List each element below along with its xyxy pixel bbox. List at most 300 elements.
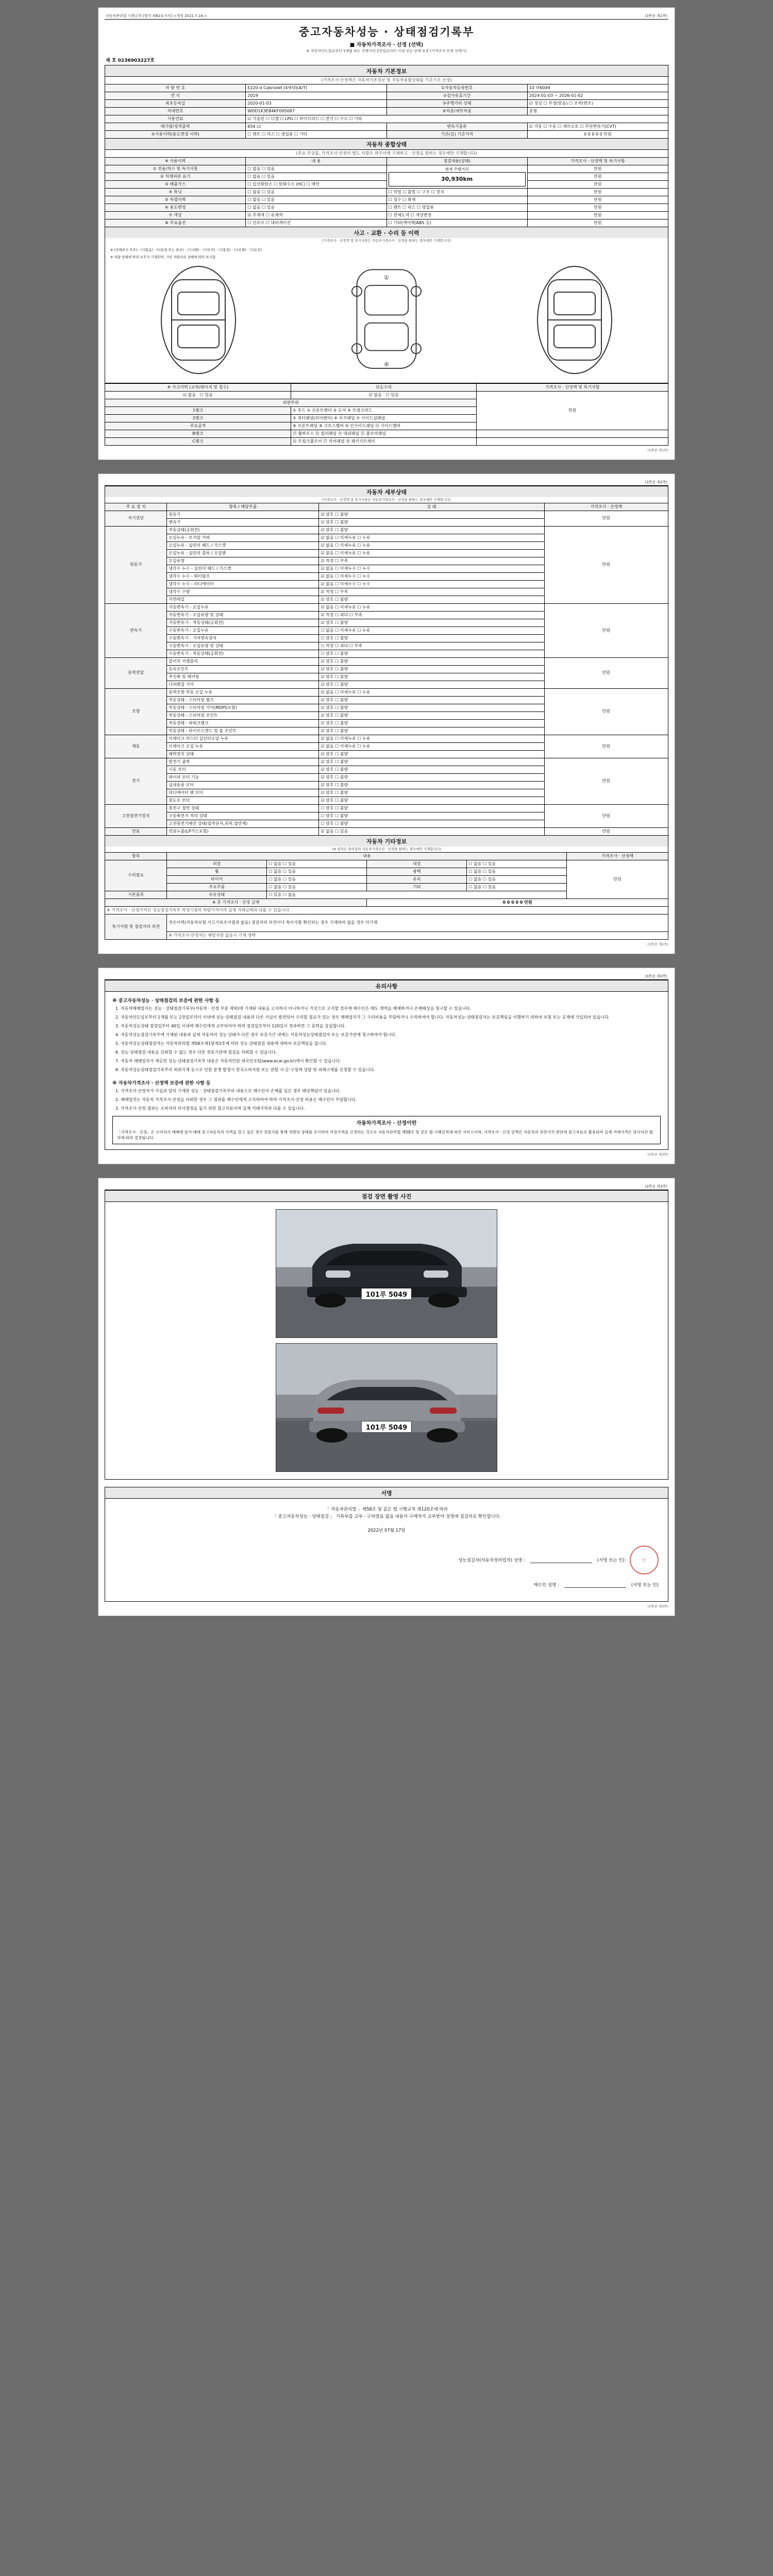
- basic-fuel-options[interactable]: ☑ 가솔린 ☐ 디젤 ☐ LPG ☐ 하이브리드 ☐ 전기 ☐ 수소 ☐ 기타: [246, 115, 668, 123]
- detail-state-2-2[interactable]: ☑ 양호 ☐ 불량: [319, 619, 544, 626]
- detail-part-3-0: 클러치 어셈블리: [167, 657, 319, 665]
- basic-label-1: 연 식: [105, 92, 246, 100]
- comp-mid-0[interactable]: ☐ 없음 ☐ 있음: [246, 165, 386, 173]
- detail-state-1-3[interactable]: ☑ 없음 ☐ 미세누유 ☐ 누유: [319, 549, 544, 557]
- inspector-label: 성능점검자(자동차정비업자) 성명 :: [458, 1558, 525, 1564]
- basic-value2-3: 중형: [527, 108, 668, 115]
- memo-label: 특기사항 및 점검자의 의견: [105, 914, 167, 939]
- table-row: [105, 735, 668, 742]
- detail-price-8: 만원: [544, 827, 668, 835]
- table-row: [105, 196, 668, 204]
- detail-price-5: 만원: [544, 735, 668, 758]
- detail-state-2-5[interactable]: ☐ 적정 ☐ 과다 ☐ 부족: [319, 642, 544, 650]
- comp-col-1: 내 용: [246, 158, 386, 165]
- page-indicator-3: (3쪽중 제3쪽): [645, 974, 667, 978]
- frame-items-0: ⑧ 프론트패널 ⑨ 크로스멤버 ⑩ 인사이드패널 ⑪ 사이드멤버: [291, 422, 477, 430]
- page-1-topline: [105, 13, 668, 20]
- page-4: [98, 1178, 675, 1616]
- rear-license-plate: 101루 5049: [361, 1421, 412, 1433]
- vehicle-rear-photo: [276, 1343, 497, 1472]
- detail-price-7: 만원: [544, 804, 668, 827]
- comp-price-5: 만원: [527, 204, 668, 212]
- detail-state-1-5[interactable]: ☑ 없음 ☐ 미세누수 ☐ 누수: [319, 565, 544, 572]
- detail-part-2-5: 수동변속기 - 오일유량 및 상태: [167, 642, 319, 650]
- detail-state-6-4[interactable]: ☑ 양호 ☐ 불량: [319, 789, 544, 796]
- car-rear-view-icon: [523, 261, 626, 380]
- detail-part-1-9: 커먼레일: [167, 596, 319, 603]
- detail-state-5-1[interactable]: ☑ 없음 ☐ 미세누유 ☐ 누유: [319, 742, 544, 750]
- vehicle-front-illustration: [276, 1210, 497, 1338]
- detail-state-4-1[interactable]: ☑ 양호 ☐ 불량: [319, 696, 544, 704]
- section-comprehensive-title: 자동차 종합상태: [105, 139, 668, 149]
- basic-label2-1: ②검사유효기간: [386, 92, 527, 100]
- detail-state-3-1[interactable]: ☑ 양호 ☐ 불량: [319, 665, 544, 673]
- detail-state-6-2[interactable]: ☑ 양호 ☐ 불량: [319, 773, 544, 781]
- comp-key-4: ⑤ 특별이력: [105, 196, 246, 204]
- detail-part-4-2: 작동상태 - 스티어링 기어(MDPS포함): [167, 704, 319, 711]
- comp-col-3: 가격조사 · 산정액 및 특기사항: [527, 158, 668, 165]
- others-note: (※ 항목은 용어정리 자동차가격조사 · 산정을 원하는 경우에만 기재합니다): [105, 846, 668, 852]
- comp-mid-2[interactable]: ☐ 일산화탄소 ☐ 탄화수소 (HC) ☐ 매연: [246, 181, 386, 189]
- comp-key-6: ⑦ 색상: [105, 212, 246, 219]
- detail-part-1-0: 작동상태(공회전): [167, 526, 319, 534]
- detail-state-2-3[interactable]: ☐ 없음 ☐ 미세누유 ☐ 누유: [319, 626, 544, 634]
- table-row: [105, 804, 668, 812]
- section-others-title: 자동차 기타정보: [105, 836, 668, 846]
- frame-price-1: [477, 430, 668, 437]
- others-right-value-2[interactable]: ☐ 없음 ☐ 있음: [467, 875, 567, 883]
- detail-part-3-2: 추진축 및 베어링: [167, 673, 319, 681]
- section-accident-title: 사고 · 교환 · 수리 등 이력: [105, 227, 668, 238]
- accident-price: 만원: [477, 391, 668, 430]
- table-row: [105, 906, 668, 914]
- detail-part-6-1: 시동 모터: [167, 766, 319, 773]
- table-row: [105, 437, 668, 445]
- detail-part-1-1: 오일누유 - 로커암 커버: [167, 534, 319, 541]
- comp-price-6: 만원: [527, 212, 668, 219]
- comp-right-3[interactable]: ☐ 적법 ☐ 불법 ☐ 구조 ☐ 장치: [386, 189, 527, 196]
- others-left-label-0: 외장: [167, 860, 267, 868]
- others-standard-value[interactable]: ☐ 있음 ☐ 없음: [267, 891, 567, 899]
- table-row: [105, 526, 668, 534]
- detail-group-5: 제동: [105, 735, 167, 758]
- detail-part-1-3: 오일누유 - 실린더 블록 / 오일팬: [167, 549, 319, 557]
- others-right-label-1: 광택: [367, 868, 467, 875]
- detail-state-1-9[interactable]: ☑ 양호 ☐ 불량: [319, 596, 544, 603]
- accident-sub-label-1: 단순수리: [291, 383, 477, 391]
- front-license-plate: 101루 5049: [361, 1288, 412, 1300]
- detail-state-7-2[interactable]: ☐ 양호 ☐ 불량: [319, 820, 544, 827]
- others-left-value-1[interactable]: ☐ 없음 ☐ 있음: [267, 868, 367, 875]
- table-row: [105, 430, 668, 437]
- inspector-seal-label: (서명 또는 인): [597, 1558, 625, 1564]
- detail-col-2: 상 태: [319, 503, 544, 511]
- detail-state-2-6[interactable]: ☐ 양호 ☐ 불량: [319, 650, 544, 657]
- frame-items-2: ⑯ 트렁크플로어 ⑰ 리어패널 ⑱ 패키지트레이: [291, 437, 477, 445]
- others-right-value-1[interactable]: ☐ 없음 ☐ 있음: [467, 868, 567, 875]
- page-1: [98, 7, 675, 460]
- detail-state-0-0[interactable]: ☑ 양호 ☐ 불량: [319, 511, 544, 518]
- table-header-row: [105, 503, 668, 511]
- detail-state-1-0[interactable]: ☑ 양호 ☐ 불량: [319, 526, 544, 534]
- detail-price-0: 만원: [544, 511, 668, 526]
- detail-state-6-5[interactable]: ☑ 양호 ☐ 불량: [319, 796, 544, 804]
- page-3-footer: (3쪽중 제3쪽): [647, 1153, 668, 1157]
- detail-part-4-1: 작동상태 - 스티어링 펌프: [167, 696, 319, 704]
- total-price-label: ※ 총 가격조사 · 산정 금액: [105, 899, 367, 906]
- table-row: [105, 827, 668, 835]
- detail-part-7-2: 고전원전기배선 상태(접촉단자,피복,절연체): [167, 820, 319, 827]
- detail-part-6-0: 발전기 출력: [167, 758, 319, 766]
- comprehensive-table: [105, 149, 668, 227]
- detail-price-6: 만원: [544, 758, 668, 804]
- detail-state-1-6[interactable]: ☑ 없음 ☐ 미세누수 ☐ 누수: [319, 572, 544, 580]
- basic-value-3: WDD1K3EB4KF095087: [246, 108, 386, 115]
- table-row: [105, 123, 668, 131]
- table-row: [105, 657, 668, 665]
- memo-value[interactable]: 전손이력(자동차보험 사고기록조사결과 없음) 점검자의 의견이나 특이사항 확인되는 경우 기재하며 없을 경우 미기재: [167, 914, 668, 931]
- detail-state-1-8[interactable]: ☑ 적정 ☐ 부족: [319, 588, 544, 596]
- detail-col-1: 항목 / 해당부품: [167, 503, 319, 511]
- detail-part-0-1: 변속기: [167, 518, 319, 526]
- buyer-seal-label: (서명 또는 인): [631, 1583, 659, 1588]
- basic-value-1: 2019: [246, 92, 386, 100]
- detail-part-7-0: 충전구 절연 상태: [167, 804, 319, 812]
- detail-part-2-0: 자동변속기 - 오일누유: [167, 603, 319, 611]
- detail-state-4-0[interactable]: ☑ 없음 ☐ 미세누유 ☐ 누유: [319, 688, 544, 696]
- detail-state-6-3[interactable]: ☑ 양호 ☐ 불량: [319, 781, 544, 789]
- detail-part-1-2: 오일누유 - 실린더 헤드 / 가스켓: [167, 541, 319, 549]
- list-item: 7. 자동차 매매업자가 제공한 성능·상태점검기록부 내용은 자동차민원 대국민포털(www.ecar.go.kr)에서 확인할 수 있습니다.: [121, 1058, 661, 1064]
- basic-transmission-options[interactable]: ☑ 자동 ☐ 수동 ☐ 세미오토 ☐ 무단변속기(CVT): [527, 123, 668, 131]
- total-price-value: 0 0 0 0 0 만원: [367, 899, 668, 906]
- detail-group-2: 변속기: [105, 603, 167, 657]
- detail-part-4-4: 작동상태 - 파워크랭크: [167, 719, 319, 727]
- mileage-cell: [386, 165, 527, 189]
- comp-mid-4[interactable]: ☐ 없음 ☐ 있음: [246, 196, 386, 204]
- list-item: 3. 자동차성능상태 점검일부터 40일 이내에 매수인에게 교부되어야 하며 점검일로부터 120일이 경과하면 그 효력을 상실합니다.: [121, 1023, 661, 1029]
- price-survey-box-title: 자동차가격조사 · 산정이란: [356, 1120, 417, 1126]
- comp-right-6[interactable]: ☐ 전체도색 ☐ 색상변경: [386, 212, 527, 219]
- section-detail-title: 자동차 세부상태: [105, 486, 668, 497]
- section-signature-title: 서명: [105, 1487, 668, 1499]
- page-subtitle-note: ※ 자동차인도일로부터 1개월 또는 주행거리 2천킬로미터 이내 성능·상태 보증 (가격조사·산정 선택시): [306, 49, 467, 53]
- table-row: [105, 860, 668, 868]
- inspector-signature-field[interactable]: [530, 1557, 592, 1563]
- comp-key-1: ② 차체외관 표기: [105, 173, 246, 181]
- buyer-label: 매수인 성명 :: [533, 1583, 559, 1588]
- detail-price-2: 만원: [544, 603, 668, 657]
- simple-repair-value[interactable]: ☑ 없음 ☐ 있음: [291, 391, 477, 399]
- stamp-icon: 인: [630, 1546, 659, 1574]
- detail-part-8-0: 연료누출(LP가스포함): [167, 827, 319, 835]
- car-top-view-icon: [327, 261, 446, 380]
- others-price: 만원: [567, 860, 668, 899]
- comp-mid-6[interactable]: ☑ 무채색 ☐ 유채색: [246, 212, 386, 219]
- table-row: [105, 511, 668, 518]
- basic-value-0: E220-d Cabriolet (4세대)(A/T): [246, 84, 386, 92]
- detail-state-3-2[interactable]: ☑ 양호 ☐ 불량: [319, 673, 544, 681]
- car-diagram-row: [108, 261, 665, 380]
- detail-part-3-3: 디퍼렌셜 기어: [167, 681, 319, 688]
- accident-history-value[interactable]: ☑ 없음 ☐ 있음: [105, 391, 291, 399]
- list-item: 2. 매매업자는 자동차 가격조사·산정을 의뢰한 경우 그 결과를 매수인에게 고지하여야 하며 가격조사·산정 비용은 매수인이 부담합니다.: [121, 1097, 661, 1103]
- table-row: [105, 391, 668, 399]
- detail-state-2-0[interactable]: ☑ 없음 ☐ 미세누유 ☐ 누유: [319, 603, 544, 611]
- detail-state-5-2[interactable]: ☑ 양호 ☐ 불량: [319, 750, 544, 758]
- detail-state-4-3[interactable]: ☑ 양호 ☐ 불량: [319, 711, 544, 719]
- detail-state-6-1[interactable]: ☑ 양호 ☐ 불량: [319, 766, 544, 773]
- detail-col-0: 주 요 장 치: [105, 503, 167, 511]
- frame-rank-1: B랭크: [105, 430, 291, 437]
- page-1-footer: (3쪽중 제1쪽): [647, 448, 668, 452]
- accident-note: (가격조사 · 산정액 및 특기사항은 자동차가격조사 · 산정을 원하는 경우에만 기재합니다): [105, 238, 668, 244]
- others-left-value-2[interactable]: ☐ 없음 ☐ 있음: [267, 875, 367, 883]
- others-left-label-3: 주요부품: [167, 883, 267, 891]
- detail-part-6-4: 라디에이터 팬 모터: [167, 789, 319, 796]
- comp-mid-7[interactable]: ☐ 선루프 ☐ 내비게이션: [246, 219, 386, 227]
- comp-price-0: 만원: [527, 165, 668, 173]
- detail-part-2-4: 수동변속기 - 기어변속장치: [167, 634, 319, 642]
- basic-label2-0: ①자동차등록번호: [386, 84, 527, 92]
- mileage-label: 현재 주행거리: [445, 167, 469, 172]
- basic-value2-2: ☑ 정상 ☐ 부정(맞음) ☐ 조작(변조): [527, 100, 668, 108]
- basic-label2-5: 변속기종류: [386, 123, 527, 131]
- table-row: [105, 100, 668, 108]
- comp-col-0: ※ 사용이력: [105, 158, 246, 165]
- table-row: [105, 131, 668, 139]
- section-photos-title: 점검 장면 촬영 사진: [105, 1190, 668, 1202]
- table-row: [105, 84, 668, 92]
- table-row: [105, 931, 668, 939]
- comp-price-1: 만원: [527, 173, 668, 181]
- others-right-label-0: 내장: [367, 860, 467, 868]
- basic-label-0: 차 량 번 호: [105, 84, 246, 92]
- detail-state-3-3[interactable]: ☑ 양호 ☐ 불량: [319, 681, 544, 688]
- detail-state-6-0[interactable]: ☑ 양호 ☐ 불량: [319, 758, 544, 766]
- list-item: 1. 가격조사·산정자가 사실과 달리 기재한 성능 · 상태점검기록부의 내용으로 매수인이 손해를 입은 경우 배상책임이 있습니다.: [121, 1088, 661, 1094]
- detail-state-0-1[interactable]: ☑ 양호 ☐ 불량: [319, 518, 544, 526]
- price-survey-definition-box: [112, 1116, 661, 1145]
- buyer-signature-field[interactable]: [564, 1582, 626, 1588]
- others-key-repair: 수리필요: [105, 860, 167, 891]
- detail-part-2-2: 자동변속기 - 작동상태(공회전): [167, 619, 319, 626]
- page-4-footer: (3쪽중 제3쪽): [647, 1604, 668, 1609]
- table-row: [105, 899, 668, 906]
- table-row: [105, 758, 668, 766]
- others-left-value-3[interactable]: ☐ 없음 ☐ 있음: [267, 883, 367, 891]
- basic-base-price: 0 0 0 0 0 만원: [527, 131, 668, 139]
- damage-diagram: [105, 244, 668, 383]
- detail-state-1-1[interactable]: ☑ 없음 ☐ 미세누유 ☐ 누유: [319, 534, 544, 541]
- list-item: 4. 자동차성능점검기록부에 기재된 내용과 실제 자동차의 성능·상태가 다른 경우 보증기간 내에는 자동차성능상태점검자 또는 보증기관에 청구하여야 합니다.: [121, 1032, 661, 1038]
- diagram-legend-2: ※ 차량 상태에 따라 부호가 기재되며, 기타 차량자료 상태에 따라 표시함: [110, 255, 215, 259]
- basic-label2-2: ③주행거리 상태: [386, 100, 527, 108]
- accident-history-table: [105, 383, 668, 446]
- others-col-2: 가격조사 · 산정액: [567, 852, 668, 860]
- page-indicator-1: (3쪽중 제1쪽): [645, 14, 667, 18]
- comp-price-2: 만원: [527, 181, 668, 189]
- detail-part-4-5: 작동상태 - 타이로드엔드 및 볼 조인트: [167, 727, 319, 735]
- comp-mid-5[interactable]: ☐ 없음 ☐ 있음: [246, 204, 386, 212]
- table-row: [105, 914, 668, 931]
- others-col-0: 항목: [105, 852, 167, 860]
- basic-label-5: 배기량/정격출력: [105, 123, 246, 131]
- list-item: 6. 성능·상태점검 내용을 신뢰할 수 없는 경우 다른 전문기관에 점검을 의뢰할 수 있습니다.: [121, 1049, 661, 1056]
- table-row: [105, 115, 668, 123]
- parts-section-title: 외판부위: [105, 399, 477, 406]
- detail-state-3-0[interactable]: ☑ 양호 ☐ 불량: [319, 657, 544, 665]
- others-right-label-3: 기타: [367, 883, 467, 891]
- detail-part-5-2: 배력장치 상태: [167, 750, 319, 758]
- detail-part-2-1: 자동변속기 - 오일유량 및 상태: [167, 611, 319, 619]
- accident-sub-label-2: 가격조사 · 산정액 및 특기사항: [477, 383, 668, 391]
- table-row: [105, 688, 668, 696]
- detail-part-6-2: 와이퍼 모터 기능: [167, 773, 319, 781]
- detail-part-1-4: 오일유량: [167, 557, 319, 565]
- document-number: [106, 57, 668, 63]
- detail-part-6-5: 윈도우 모터: [167, 796, 319, 804]
- basic-label-2: 최초등록일: [105, 100, 246, 108]
- detail-price-3: 만원: [544, 657, 668, 688]
- others-left-label-1: 휠: [167, 868, 267, 875]
- basic-section-note: (가격조사·산정액은 자동차기본정보 및 자동차종합상태를 기준으로 산정): [105, 77, 668, 84]
- vehicle-front-photo: [276, 1209, 497, 1338]
- detail-state-4-4[interactable]: ☑ 양호 ☐ 불량: [319, 719, 544, 727]
- parts-rank-0: 1랭크: [105, 406, 291, 414]
- accident-sub-label-0: ※ 사고이력 (교차/레이저 및 침수): [105, 383, 291, 391]
- basic-usage-options[interactable]: ☐ 렌트 ☐ 리스 ☐ 영업용 ☐ 기타: [246, 131, 386, 139]
- section-notes-title: 유의사항: [105, 980, 668, 992]
- table-header-row: [105, 158, 668, 165]
- page-indicator-2: (3쪽중 제2쪽): [645, 480, 667, 484]
- table-row: [105, 92, 668, 100]
- document-number-label: 제: [106, 58, 110, 63]
- detail-state-2-4[interactable]: ☐ 양호 ☐ 불량: [319, 634, 544, 642]
- detail-group-7: 고전원전기장치: [105, 804, 167, 827]
- detail-state-4-2[interactable]: ☑ 양호 ☐ 불량: [319, 704, 544, 711]
- basic-info-table: [105, 76, 668, 139]
- detail-part-2-6: 수동변속기 - 작동상태(공회전): [167, 650, 319, 657]
- notes-head-1: ※ 중고자동차성능 · 상태점검의 보증에 관한 사항 등: [112, 998, 220, 1004]
- table-row: [105, 204, 668, 212]
- others-right-value-3[interactable]: ☐ 없음 ☐ 있음: [467, 883, 567, 891]
- section-basic-title: 자동차 기본정보: [105, 65, 668, 76]
- list-item: 5. 자동차성능상태점검자는 자동차관리법 제58조제1항제3호에 따라 성능·상태점검 내용에 대하여 보증책임을 집니다.: [121, 1041, 661, 1047]
- table-row: [105, 150, 668, 158]
- basic-label-3: 차대번호: [105, 108, 246, 115]
- page-3: [98, 968, 675, 1165]
- detail-state-4-5[interactable]: ☑ 양호 ☐ 불량: [319, 727, 544, 735]
- detail-price-4: 만원: [544, 688, 668, 735]
- memo-note: ※ 가격조사·산정자는 해당사항 없음시 기재 생략: [167, 931, 668, 939]
- detail-part-4-3: 작동상태 - 스티어링 조인트: [167, 711, 319, 719]
- others-standard-label: 기본품목: [105, 891, 167, 899]
- comp-right-5[interactable]: ☐ 렌트 ☐ 리스 ☐ 영업용: [386, 204, 527, 212]
- basic-value2-1: 2024-01-03 ~ 2026-01-02: [527, 92, 668, 100]
- signature-line-1: 「 자동차관리법 」제58조 및 같은 법 시행규칙 제120조에 따라: [325, 1507, 448, 1512]
- detail-part-4-0: 동력조향 작동 오일 누유: [167, 688, 319, 696]
- page-4-topline: [105, 1183, 668, 1190]
- basic-value-2: 2020-01-03: [246, 100, 386, 108]
- detail-state-7-1[interactable]: ☐ 양호 ☐ 불량: [319, 812, 544, 820]
- photo-gallery: [105, 1202, 668, 1479]
- page-2: [98, 473, 675, 954]
- comp-right-7[interactable]: ☐ 기타(에어백/ABS 등): [386, 219, 527, 227]
- notes-list-2: [112, 1088, 661, 1112]
- mileage-value: 30,930km: [389, 172, 526, 187]
- table-row: [105, 189, 668, 196]
- comp-price-4: 만원: [527, 196, 668, 204]
- basic-label2-3: ④차종/세부차종: [386, 108, 527, 115]
- detail-state-1-2[interactable]: ☑ 없음 ☐ 미세누유 ☐ 누유: [319, 541, 544, 549]
- detail-state-7-0[interactable]: ☐ 양호 ☐ 불량: [319, 804, 544, 812]
- table-row: [105, 219, 668, 227]
- basic-value-5: 654 cc: [246, 123, 386, 131]
- comp-mid-1[interactable]: ☐ 없음 ☐ 있음: [246, 173, 386, 181]
- car-front-view-icon: [147, 261, 250, 380]
- others-left-value-0[interactable]: ☐ 없음 ☐ 있음: [267, 860, 367, 868]
- table-header-row: [105, 852, 668, 860]
- detail-state-1-7[interactable]: ☑ 없음 ☐ 미세누수 ☐ 누수: [319, 580, 544, 588]
- comp-mid-3[interactable]: ☐ 없음 ☐ 있음: [246, 189, 386, 196]
- table-row: [105, 383, 668, 391]
- detail-group-8: 연료: [105, 827, 167, 835]
- detail-group-1: 원동기: [105, 526, 167, 603]
- list-item: 8. 자동차성능상태점검기록부의 허위기재 등으로 인한 분쟁 발생시 한국소비자원 또는 관할 시·군·구청에 상담 및 피해구제를 신청할 수 있습니다.: [121, 1067, 661, 1073]
- parts-items-1: ⑤ 쿼터패널(리어팬더) ⑥ 루프패널 ⑦ 사이드실패널: [291, 414, 477, 422]
- list-item: 2. 자동차인도일로부터 1개월 또는 2천킬로미터 이내에 성능·상태점검 내용과 다른 사실이 발견되어 수리할 필요가 있는 경우 매매업자가 그 수리비용을 부담하거나 수리하여야 합니다. 자동차성능·상태점검자는 보증책임을 이행하기 위하여 보험 또는 공제에 가입되어 있습니다.: [121, 1014, 661, 1021]
- detail-state-5-0[interactable]: ☑ 없음 ☐ 미세누유 ☐ 누유: [319, 735, 544, 742]
- page-title: 중고자동차성능 · 상태점검기록부: [298, 26, 475, 38]
- frame-section-title: 주요골격: [105, 422, 291, 430]
- document-number-value: 호 0236903227호: [111, 58, 155, 63]
- detail-state-1-4[interactable]: ☑ 적정 ☐ 부족: [319, 557, 544, 565]
- detail-group-4: 조향: [105, 688, 167, 735]
- comp-right-4[interactable]: ☐ 침수 ☐ 화재: [386, 196, 527, 204]
- comp-col-2: 점검내용(상태): [386, 158, 527, 165]
- frame-items-1: ⑫ 휠하우스 ⑬ 필러패널 ⑭ 대쉬패널 ⑮ 플로어패널: [291, 430, 477, 437]
- comp-key-0: ① 전용/차수 및 특기사항: [105, 165, 246, 173]
- page-3-topline: [105, 973, 668, 980]
- comp-key-5: ⑥ 용도변경: [105, 204, 246, 212]
- comp-price-7: 만원: [527, 219, 668, 227]
- basic-label-6: ⑤사용이력(용도변경 이력): [105, 131, 246, 139]
- list-item: 1. 자동차매매업자는 성능 · 상태점검기록부(자동차 · 산정 부분 제외)에 기재된 내용을 고지하지 아니하거나 거짓으로 고지할 경우에 매수인은 매도 계약을 해제하거나 손해배상을 청구할 수 있습니다.: [121, 1006, 661, 1012]
- detail-part-0-0: 원동기: [167, 511, 319, 518]
- svg-text:④: ④: [383, 360, 390, 368]
- others-left-label-2: 타이어: [167, 875, 267, 883]
- basic-label2-6: 기산(감) 기준가격: [386, 131, 527, 139]
- detail-part-5-1: 브레이크 오일 누유: [167, 742, 319, 750]
- comprehensive-note: (주요 무상품, 가격조사·산정이 별도 사항은 좌우아래 기재하고 · 산정을 원하는 경우에만 기재합니다): [105, 150, 668, 158]
- detail-part-1-8: 냉각수 수량: [167, 588, 319, 596]
- table-row: [105, 108, 668, 115]
- detail-part-6-3: 실내송풍 모터: [167, 781, 319, 789]
- others-col-1: 내용: [167, 852, 567, 860]
- detail-state-8-0[interactable]: ☑ 없음 ☐ 있음: [319, 827, 544, 835]
- table-row: [105, 212, 668, 219]
- signature-line-2: 「 중고자동차성능 · 상태점검 」 기록부를 교부 · 구하였음 없음 내용이 구매자가 교부받아 성명에 점검자로 확인합니다.: [272, 1514, 501, 1520]
- detail-col-3: 가격조사 · 산정액: [544, 503, 668, 511]
- comp-key-3: ④ 튜닝: [105, 189, 246, 196]
- detail-state-2-1[interactable]: ☑ 적정 ☐ 과다 ☐ 부족: [319, 611, 544, 619]
- detail-part-2-3: 수동변속기 - 오일누유: [167, 626, 319, 634]
- others-right-value-0[interactable]: ☐ 없음 ☐ 있음: [467, 860, 567, 868]
- detail-note: (가격조사 · 산정액 및 특기사항은 자동차가격조사 · 산정을 원하는 경우에만 기재합니다): [105, 497, 668, 503]
- list-item: 3. 가격조사·산정 결과는 소비자의 의사결정을 돕기 위한 참고자료이며 실제 거래가격과 다를 수 있습니다.: [121, 1106, 661, 1112]
- frame-rank-2: C랭크: [105, 437, 291, 445]
